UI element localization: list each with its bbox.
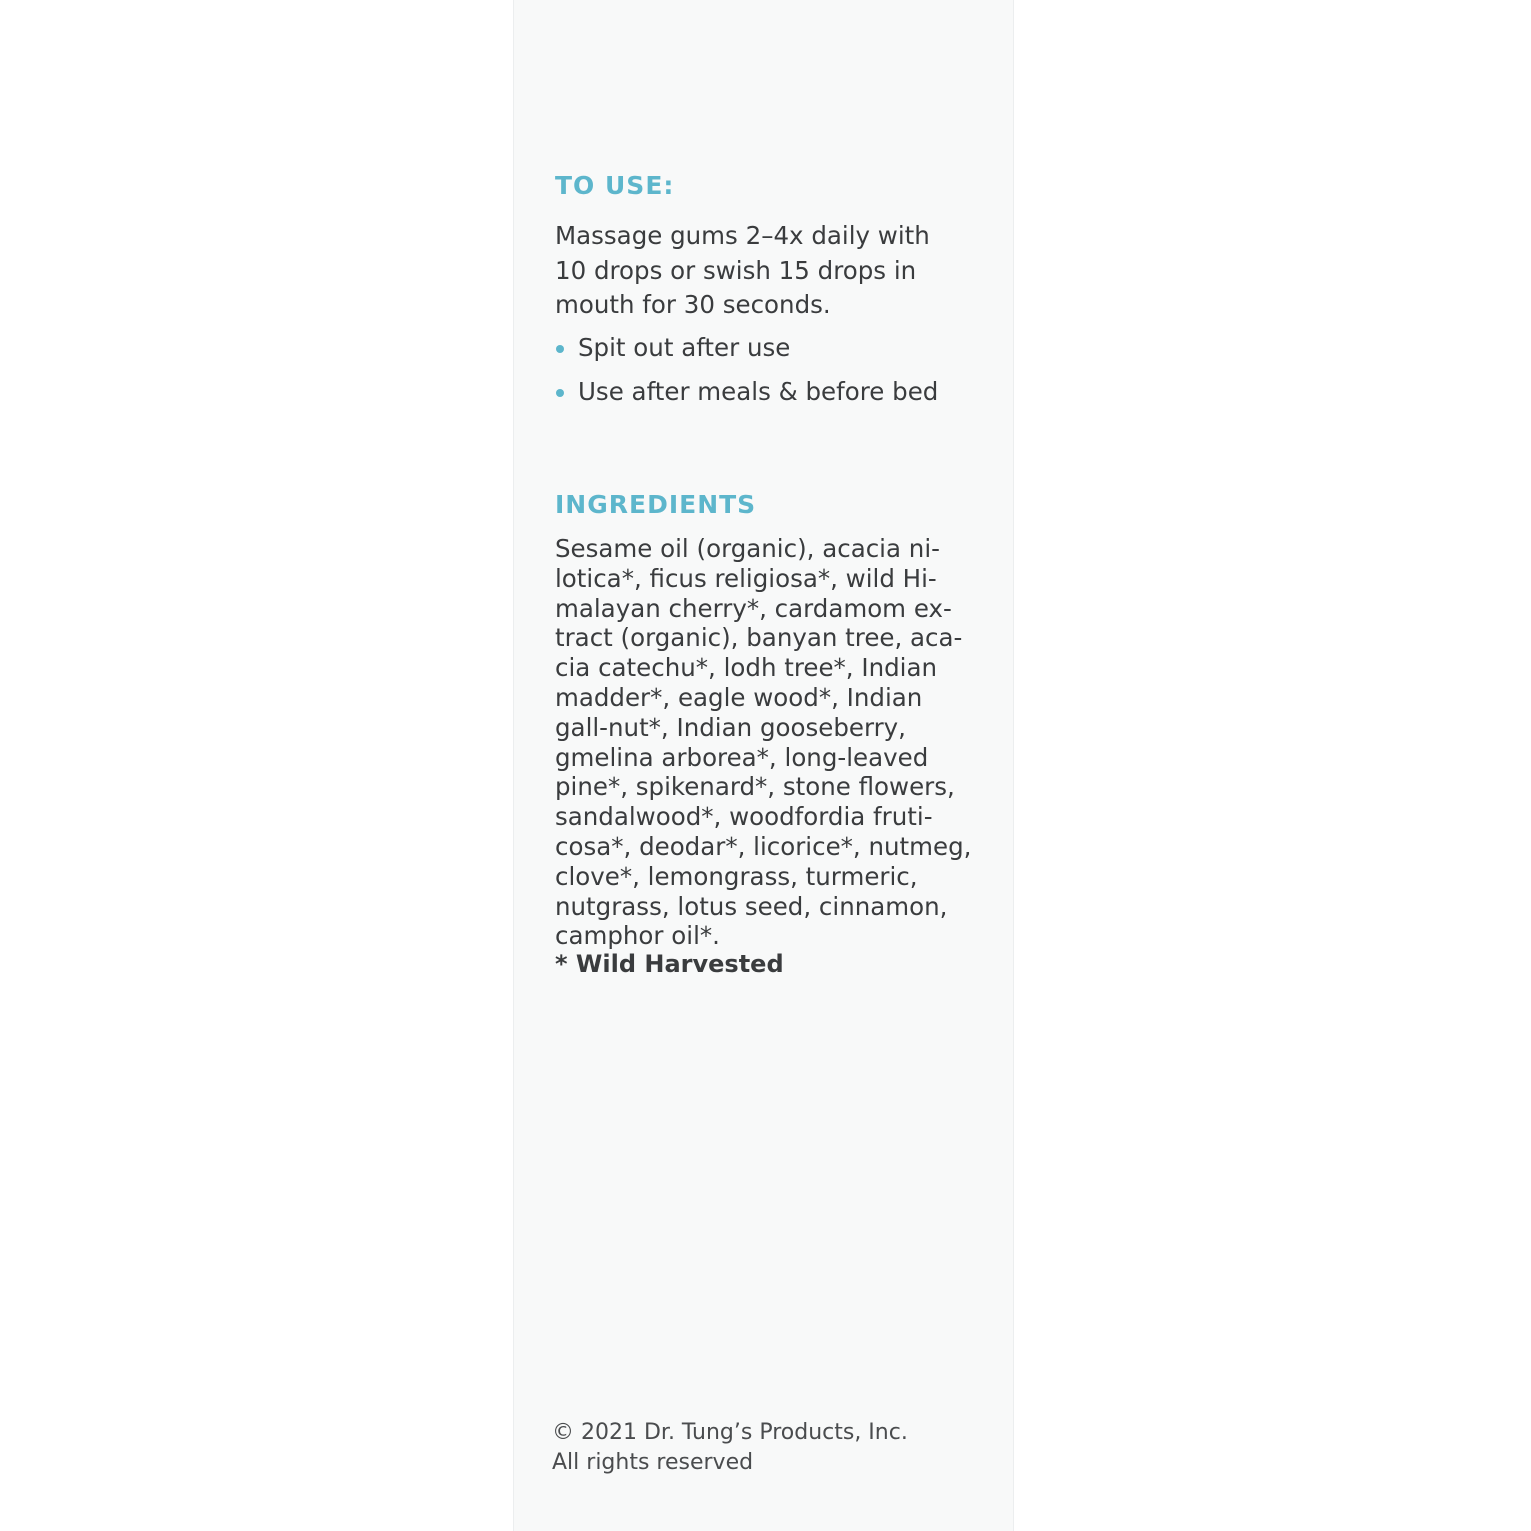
ingredient-line: Sesame oil (organic), acacia ni-	[555, 534, 940, 563]
ingredient-line: clove*, lemongrass, turmeric,	[555, 861, 918, 891]
ingredients-list	[555, 534, 975, 951]
ingredient-line: tract (organic), banyan tree, aca-	[555, 623, 963, 653]
copyright-footer	[552, 1418, 908, 1478]
bullet-text: Use after meals & before bed	[578, 377, 939, 406]
bullet-text: Spit out after use	[578, 333, 791, 362]
copyright-text: © 2021 Dr. Tung’s Products, Inc.	[552, 1420, 908, 1445]
to-use-bullet-list	[555, 331, 938, 419]
bullet-item	[555, 375, 938, 419]
ingredient-line: nutgrass, lotus seed, cinnamon,	[555, 891, 948, 921]
instruction-line: 10 drops or swish 15 drops in	[555, 255, 917, 285]
bullet-dot-icon	[556, 345, 564, 353]
ingredients-heading: INGREDIENTS	[555, 490, 757, 519]
ingredient-line: malayan cherry*, cardamom ex-	[555, 593, 952, 623]
to-use-instructions	[555, 219, 975, 323]
bullet-item	[555, 331, 938, 375]
instruction-line: Massage gums 2–4x daily with	[555, 221, 930, 250]
ingredient-line: sandalwood*, woodfordia fruti-	[555, 802, 933, 832]
instruction-line: mouth for 30 seconds.	[555, 290, 831, 319]
ingredient-line: cia catechu*, lodh tree*, Indian	[555, 653, 938, 683]
ingredient-line: gall-nut*, Indian gooseberry,	[555, 712, 906, 742]
wild-harvested-footnote: * Wild Harvested	[555, 950, 784, 978]
rights-text: All rights reserved	[552, 1450, 754, 1475]
bullet-dot-icon	[556, 389, 564, 397]
ingredient-line: gmelina arborea*, long-leaved	[555, 742, 929, 772]
ingredient-line: lotica*, ficus religiosa*, wild Hi-	[555, 563, 937, 593]
ingredient-line: madder*, eagle wood*, Indian	[555, 682, 923, 712]
ingredient-line: pine*, spikenard*, stone flowers,	[555, 772, 955, 802]
to-use-heading: TO USE:	[555, 171, 675, 200]
ingredient-line: camphor oil*.	[555, 921, 720, 951]
ingredient-line: cosa*, deodar*, licorice*, nutmeg,	[555, 831, 972, 861]
